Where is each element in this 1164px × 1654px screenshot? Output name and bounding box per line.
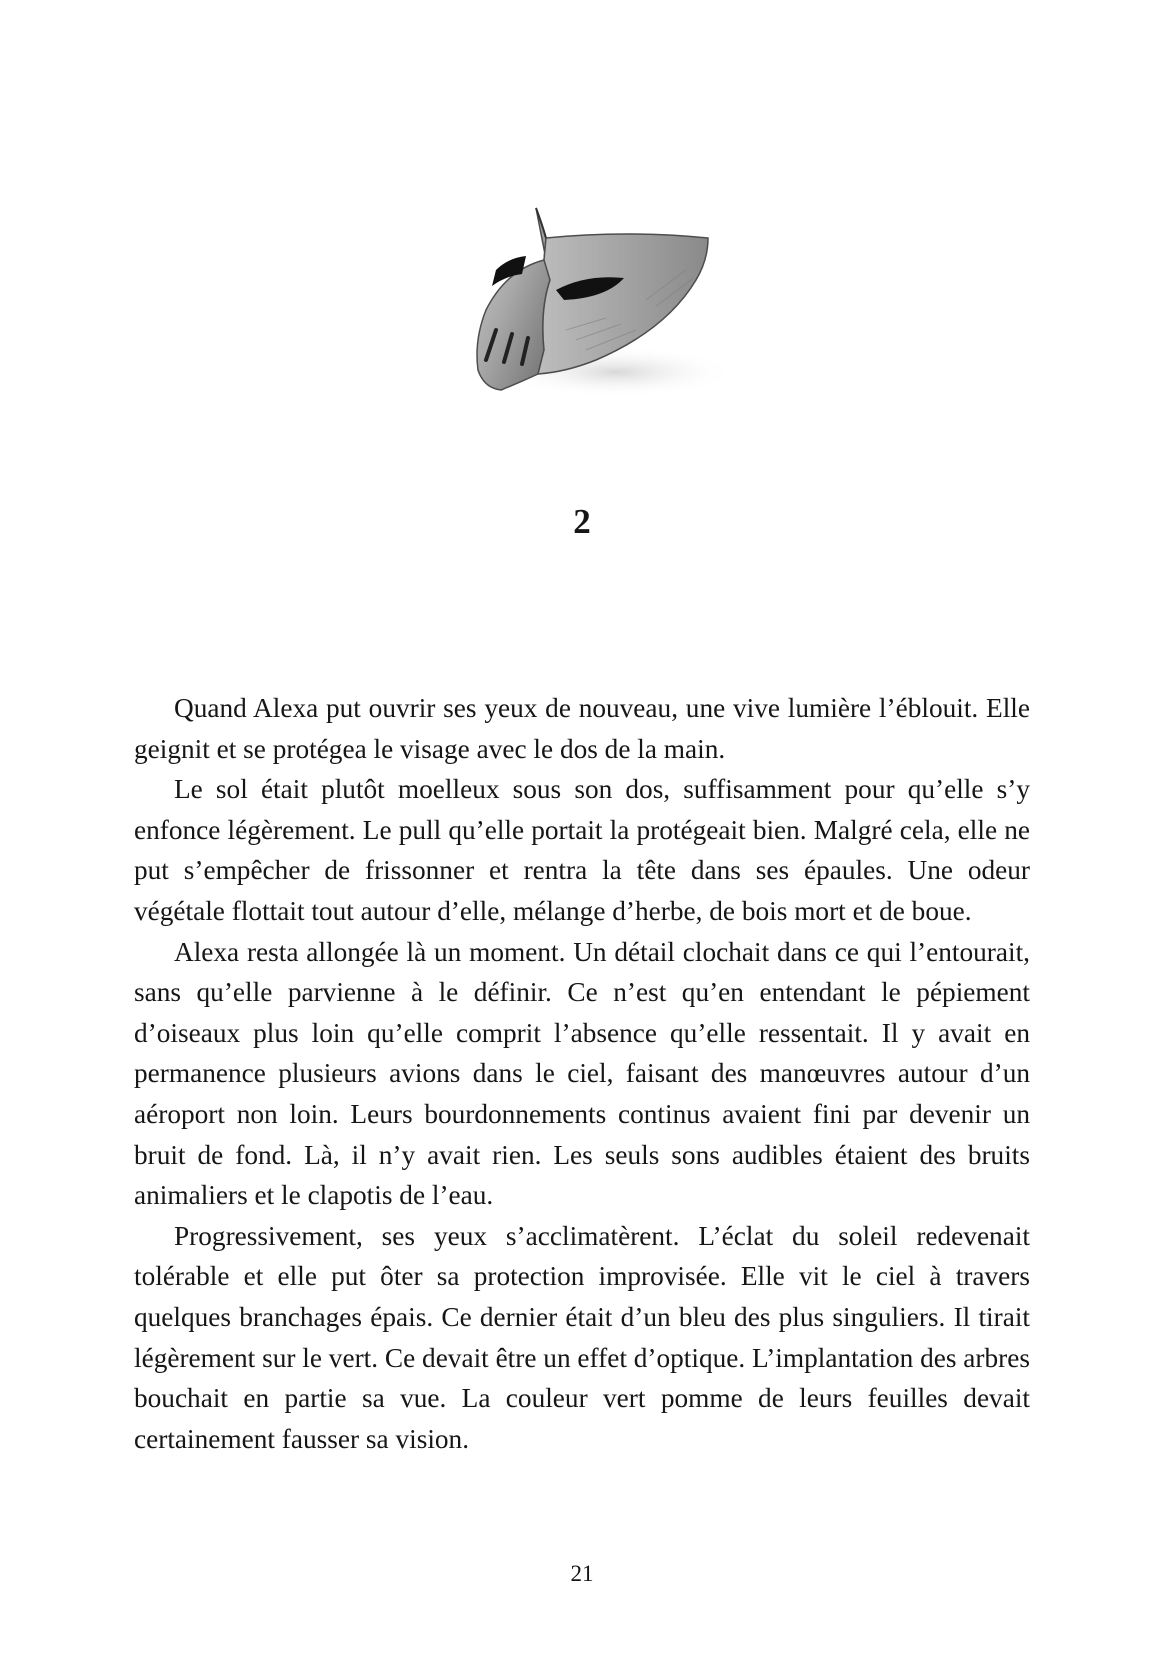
page-number: 21 xyxy=(570,1561,594,1586)
paragraph: Le sol était plutôt moelleux sous son dos, suffisamment pour qu’elle s’y enfonce légèrement. Le pull qu’elle portait la protégeait bien. Malgré cela, elle ne put s’empêcher de frissonner et rentra la tête dans ses épaules. Une odeur végétale flottait tout autour d’elle, mélange d’herbe, de bois mort et de boue. xyxy=(134,774,1030,926)
paragraph: Alexa resta allongée là un moment. Un détail clochait dans ce qui l’entourait, sans qu’elle parvienne à le définir. Ce n’est qu’en entendant le pépiement d’oiseaux plus loin qu’elle comprit l’absence qu’elle ressentait. Il y avait en permanence plusieurs avions dans le ciel, faisant des manœuvres autour d’un aéroport non loin. Leurs bourdonnements continus avaient fini par devenir un bruit de fond. Là, il n’y avait rien. Les seuls sons audibles étaient des bruits animaliers et le clapotis de l’eau. xyxy=(134,936,1030,1211)
chapter-number: 2 xyxy=(573,502,591,541)
paragraph: Quand Alexa put ouvrir ses yeux de nouveau, une vive lumière l’éblouit. Elle geignit et se protégea le visage avec le dos de la main. xyxy=(134,693,1030,764)
mask-icon xyxy=(446,200,746,420)
chapter-body xyxy=(134,688,1030,1459)
paragraph: Progressivement, ses yeux s’acclimatèrent. L’éclat du soleil redevenait tolérable et elle put ôter sa protection improvisée. Elle vit le ciel à travers quelques branchages épais. Ce dernier était d’un bleu des plus singuliers. Il tirait légèrement sur le vert. Ce devait être un effet d’optique. L’implantation des arbres bouchait en partie sa vue. La couleur vert pomme de leurs feuilles devait certainement fausser sa vision. xyxy=(134,1220,1030,1454)
mask-front-face xyxy=(477,208,550,390)
